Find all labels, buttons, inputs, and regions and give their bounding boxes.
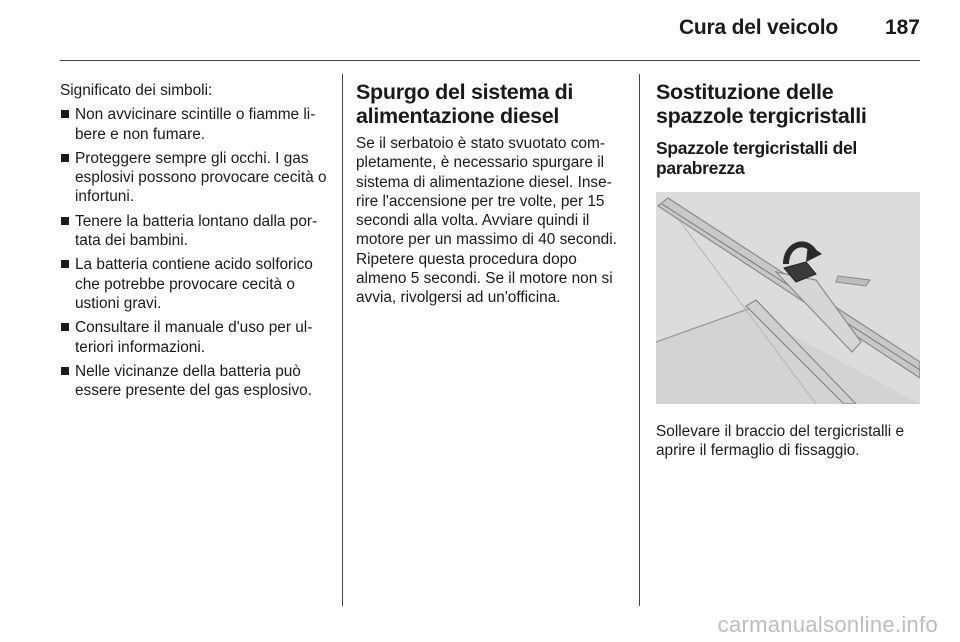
bullet-square-icon — [61, 260, 69, 268]
wiper-subheading: Spazzole tergicristalli del parabrezza — [656, 138, 857, 178]
list-item: Consultare il manuale d'uso per ulteriori informazioni. — [60, 318, 330, 357]
bullet-square-icon — [61, 323, 69, 331]
watermark: carmanualsonline.info — [717, 612, 938, 637]
bullet-square-icon — [61, 217, 69, 225]
column-divider — [639, 74, 640, 606]
list-item: Non avvicinare scintille o fiamme libere e non fumare. — [60, 105, 330, 144]
bullet-square-icon — [61, 367, 69, 375]
symbols-intro: Significato dei simboli: — [60, 82, 213, 99]
bullet-square-icon — [61, 154, 69, 162]
column-symbols — [60, 74, 330, 400]
diesel-body: Se il serbatoio è stato svuotato completamente, è necessario spurgare il sistema di alimentazione diesel. Inserire l'accensione per tre volte, per 15 secondi alla volta. Avviare quindi il motore per un massimo di 40 secondi. Ripetere questa procedura dopo almeno 5 secondi. Se il motore non si avvia, rivolgersi ad un'officina. — [356, 135, 617, 307]
wiper-caption: Sollevare il braccio del tergicristalli e aprire il fermaglio di fissaggio. — [656, 423, 905, 460]
page-number: 187 — [884, 16, 920, 39]
list-item: Tenere la batteria lontano dalla portata dei bambini. — [60, 212, 330, 251]
wiper-illustration — [656, 192, 920, 404]
list-item: Nelle vicinanze della batteria può essere presente del gas esplosivo. — [60, 362, 330, 401]
list-item: Proteggere sempre gli occhi. I gas esplosivi possono provocare cecità o infortuni. — [60, 149, 330, 207]
bullet-square-icon — [61, 110, 69, 118]
list-item: La batteria contiene acido solforico che potrebbe provocare cecità o ustioni gravi. — [60, 255, 330, 313]
column-divider — [342, 74, 343, 606]
page-header — [0, 0, 960, 62]
column-diesel-bleeding — [356, 74, 628, 308]
diesel-heading: Spurgo del sistema di alimentazione diesel — [356, 80, 574, 128]
header-rule — [60, 60, 920, 61]
column-wiper-replacement — [656, 74, 920, 461]
section-title: Cura del veicolo — [678, 16, 838, 39]
symbols-list — [60, 105, 330, 400]
wiper-heading: Sostituzione delle spazzole tergicristalli — [656, 80, 867, 128]
